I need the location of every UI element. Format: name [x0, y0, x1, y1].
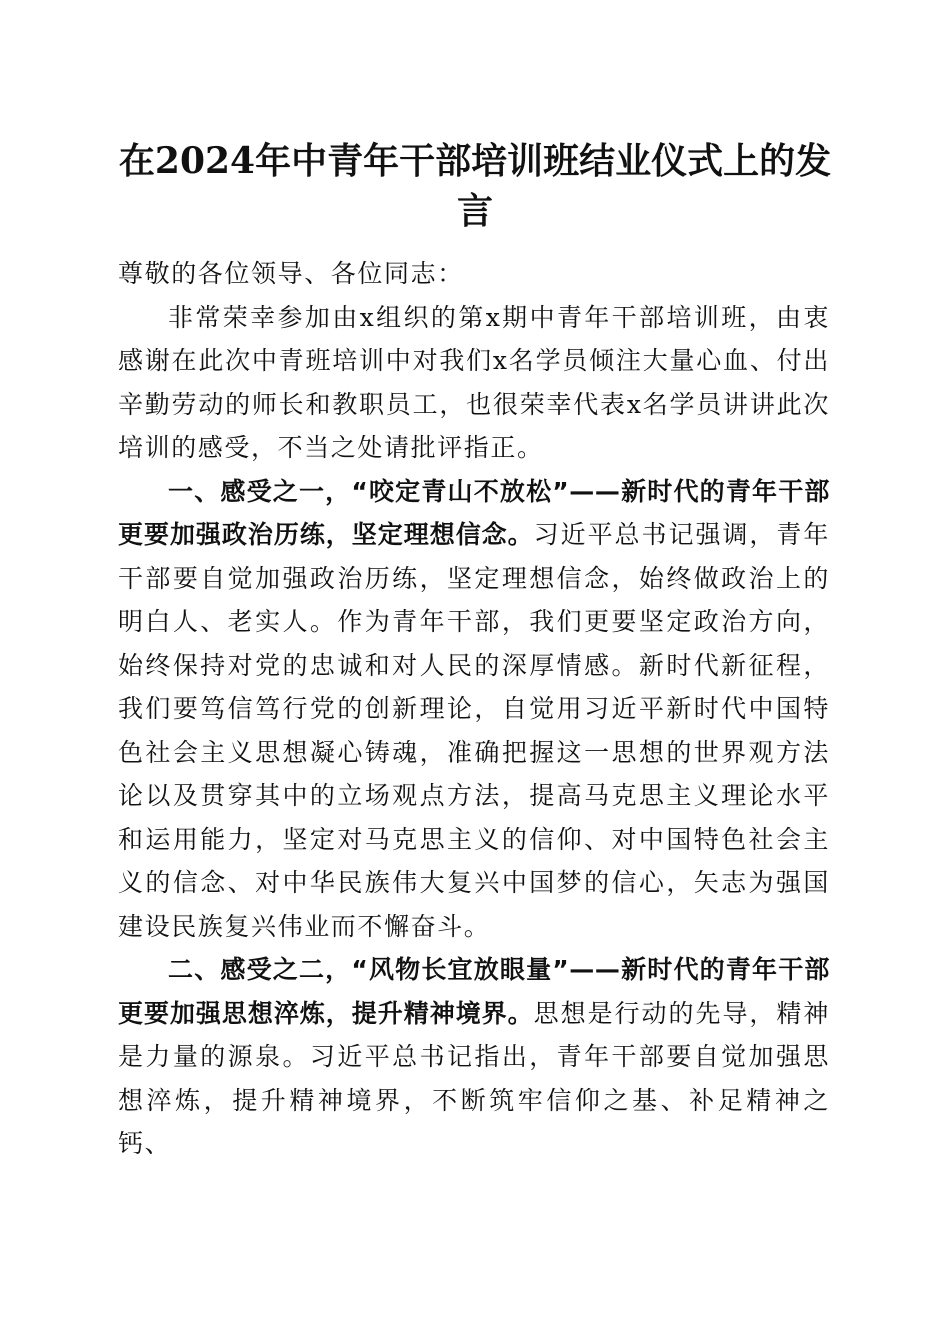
salutation: 尊敬的各位领导、各位同志： [118, 259, 464, 288]
document-body [118, 252, 830, 1166]
section-1-paragraph [118, 470, 830, 949]
intro-paragraph: 非常荣幸参加由x组织的第x期中青年干部培训班，由衷感谢在此次中青班培训中对我们x名学员倾注大量心血、付出辛勤劳动的师长和教职员工，也很荣幸代表x名学员讲讲此次培训的感受，不当之处请批评指正。 [118, 302, 830, 462]
section-1-heading: 一、感受之一，“咬定青山不放松”——新时代的青年干部更要加强政治历练，坚定理想信念。 [118, 476, 830, 549]
section-2-paragraph [118, 948, 830, 1166]
document-title: 在2024年中青年干部培训班结业仪式上的发言 [118, 140, 832, 232]
section-2-text: 思想是行动的先导，精神是力量的源泉。习近平总书记指出，青年干部要自觉加强思想淬炼，提升精神境界，不断筑牢信仰之基、补足精神之钙、 [118, 998, 830, 1158]
section-2-heading: 二、感受之二，“风物长宜放眼量”——新时代的青年干部更要加强思想淬炼，提升精神境界。 [118, 955, 830, 1028]
section-1-text: 习近平总书记强调，青年干部要自觉加强政治历练，坚定理想信念，始终做政治上的明白人、老实人。作为青年干部，我们更要坚定政治方向，始终保持对党的忠诚和对人民的深厚情感。新时代新征程，我们要笃信笃行党的创新理论，自觉用习近平新时代中国特色社会主义思想凝心铸魂，准确把握这一思想的世界观方法论以及贯穿其中的立场观点方法，提高马克思主义理论水平和运用能力，坚定对马克思主义的信仰、对中国特色社会主义的信念、对中华民族伟大复兴中国梦的信心，矢志为强国建设民族复兴伟业而不懈奋斗。 [118, 520, 830, 941]
